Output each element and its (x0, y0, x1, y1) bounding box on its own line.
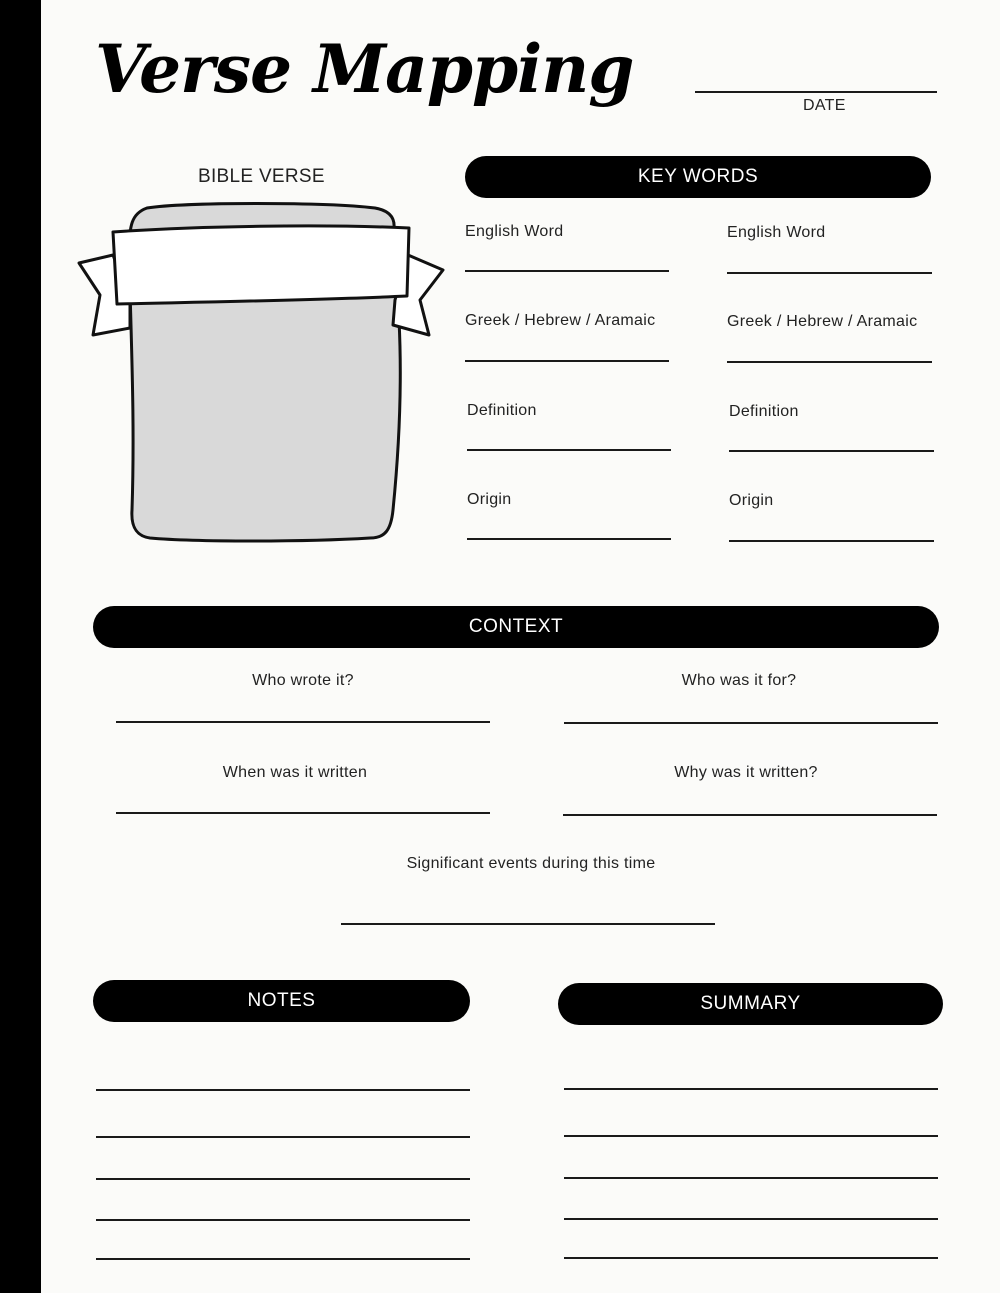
date-line[interactable] (695, 91, 937, 93)
summary-header: SUMMARY (558, 983, 943, 1025)
when-written-line[interactable] (116, 812, 490, 814)
who-wrote-line[interactable] (116, 721, 490, 723)
date-label: DATE (803, 97, 846, 114)
definition-line-2[interactable] (729, 450, 934, 452)
origin-line-2[interactable] (729, 540, 934, 542)
bible-verse-label: BIBLE VERSE (198, 166, 325, 187)
english-word-label-1: English Word (465, 223, 564, 240)
summary-line[interactable] (564, 1135, 938, 1137)
origin-line-1[interactable] (467, 538, 671, 540)
bible-verse-jar-icon[interactable] (75, 200, 450, 545)
summary-line[interactable] (564, 1088, 938, 1090)
original-word-line-2[interactable] (727, 361, 932, 363)
definition-label-2: Definition (729, 403, 799, 420)
summary-line[interactable] (564, 1257, 938, 1259)
origin-label-1: Origin (467, 491, 512, 508)
origin-label-2: Origin (729, 492, 774, 509)
key-words-header: KEY WORDS (465, 156, 931, 198)
english-word-line-1[interactable] (465, 270, 669, 272)
notes-line[interactable] (96, 1178, 470, 1180)
who-for-line[interactable] (564, 722, 938, 724)
significant-events-line[interactable] (341, 923, 715, 925)
when-written-label: When was it written (222, 764, 368, 781)
why-written-line[interactable] (563, 814, 937, 816)
who-for-label: Who was it for? (681, 672, 797, 689)
summary-line[interactable] (564, 1218, 938, 1220)
notes-line[interactable] (96, 1258, 470, 1260)
page-title: Verse Mapping (95, 30, 634, 108)
notes-line[interactable] (96, 1219, 470, 1221)
original-word-label-1: Greek / Hebrew / Aramaic (465, 312, 656, 329)
context-header: CONTEXT (93, 606, 939, 648)
notes-line[interactable] (96, 1136, 470, 1138)
original-word-label-2: Greek / Hebrew / Aramaic (727, 313, 918, 330)
significant-events-label: Significant events during this time (406, 855, 656, 872)
why-written-label: Why was it written? (674, 764, 818, 781)
original-word-line-1[interactable] (465, 360, 669, 362)
definition-label-1: Definition (467, 402, 537, 419)
definition-line-1[interactable] (467, 449, 671, 451)
who-wrote-label: Who wrote it? (252, 672, 354, 689)
notes-line[interactable] (96, 1089, 470, 1091)
summary-line[interactable] (564, 1177, 938, 1179)
ribbon-banner (113, 226, 409, 304)
english-word-label-2: English Word (727, 224, 826, 241)
page-spine (0, 0, 41, 1293)
english-word-line-2[interactable] (727, 272, 932, 274)
notes-header: NOTES (93, 980, 470, 1022)
